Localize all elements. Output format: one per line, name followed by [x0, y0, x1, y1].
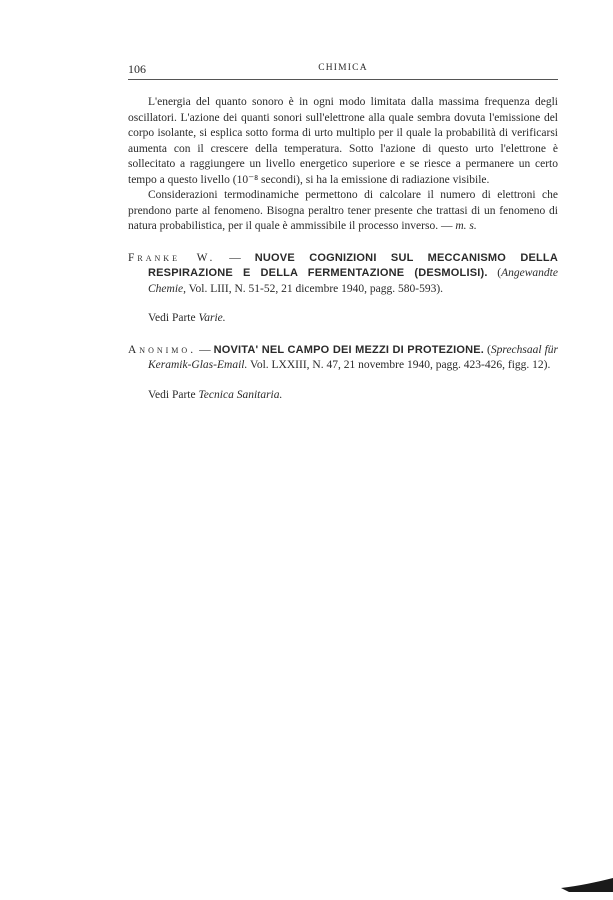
see-also-prefix: Vedi Parte: [148, 388, 199, 401]
page-number: 106: [128, 62, 146, 76]
entry-source-details: , Vol. LIII, N. 51-52, 21 dicembre 1940, pagg. 580-593).: [183, 282, 444, 295]
entry-citation: [128, 251, 558, 298]
entry-source-title: Angewandte Chemie: [148, 267, 558, 295]
see-also-reference: Varie.: [198, 312, 226, 324]
entry-author: Anonimo.: [128, 343, 197, 356]
signature: m. s.: [455, 220, 477, 232]
header-rule: [128, 79, 558, 80]
entry-dash: —: [196, 343, 214, 356]
entry-source-title: Sprechsaal für Keramik-Glas-Email.: [148, 343, 558, 371]
see-also-prefix: Vedi Parte: [148, 312, 199, 324]
running-head: CHIMICA: [318, 63, 368, 73]
entry-see-also: [148, 311, 558, 327]
entry-see-also: [148, 388, 558, 404]
document-page: [128, 62, 558, 401]
page-header: [128, 62, 558, 78]
document-body: [128, 95, 558, 403]
paragraph-with-signature: [128, 188, 558, 235]
paragraph: L'energia del quanto sonoro è in ogni modo limitata dalla massima frequenza degli oscillatori. L'azione dei quanti sonori sull'elettrone alla quale sembra dovuta l'emissione del corpo isolante, si esplica sotto forma di urto multiplo per il quale la probabilità di verificarsi aumenta con il crescere della temperatura. Sotto l'azione di questo urto l'elettrone è sollecitato a raggiungere un livello energetico superiore e se riesce a permanere un certo tempo a questo livello (10⁻⁸ secondi), si ha la emissione di radiazione visibile.: [128, 96, 558, 186]
paragraph-text: Considerazioni termodinamiche permettono di calcolare il numero di elettroni che prendono parte al fenomeno. Bisogna peraltro tener presente che trattasi di un fenomeno di natura probabilistica, per il quale è ammissibile il processo inverso. —: [128, 189, 558, 232]
entry-source-details: Vol. LXXIII, N. 47, 21 novembre 1940, pagg. 423-426, figg. 12).: [247, 359, 551, 371]
scan-corner-mark: [561, 878, 613, 892]
entry-source-open: (: [484, 343, 491, 356]
see-also-reference: Tecnica Sanitaria.: [198, 388, 283, 401]
entry-citation: [128, 343, 558, 374]
entry-source-open: (: [487, 267, 502, 279]
bibliography-entry: [128, 251, 558, 327]
entry-author: Franke W.: [128, 251, 216, 264]
entry-title: NUOVE COGNIZIONI SUL MECCANISMO DELLA RESPIRAZIONE E DELLA FERMENTAZIONE (DESMOLISI).: [148, 251, 558, 279]
entry-title: NOVITA' NEL CAMPO DEI MEZZI DI PROTEZIONE.: [213, 343, 485, 356]
entry-dash: —: [215, 251, 255, 264]
bibliography-entry: [128, 343, 558, 404]
